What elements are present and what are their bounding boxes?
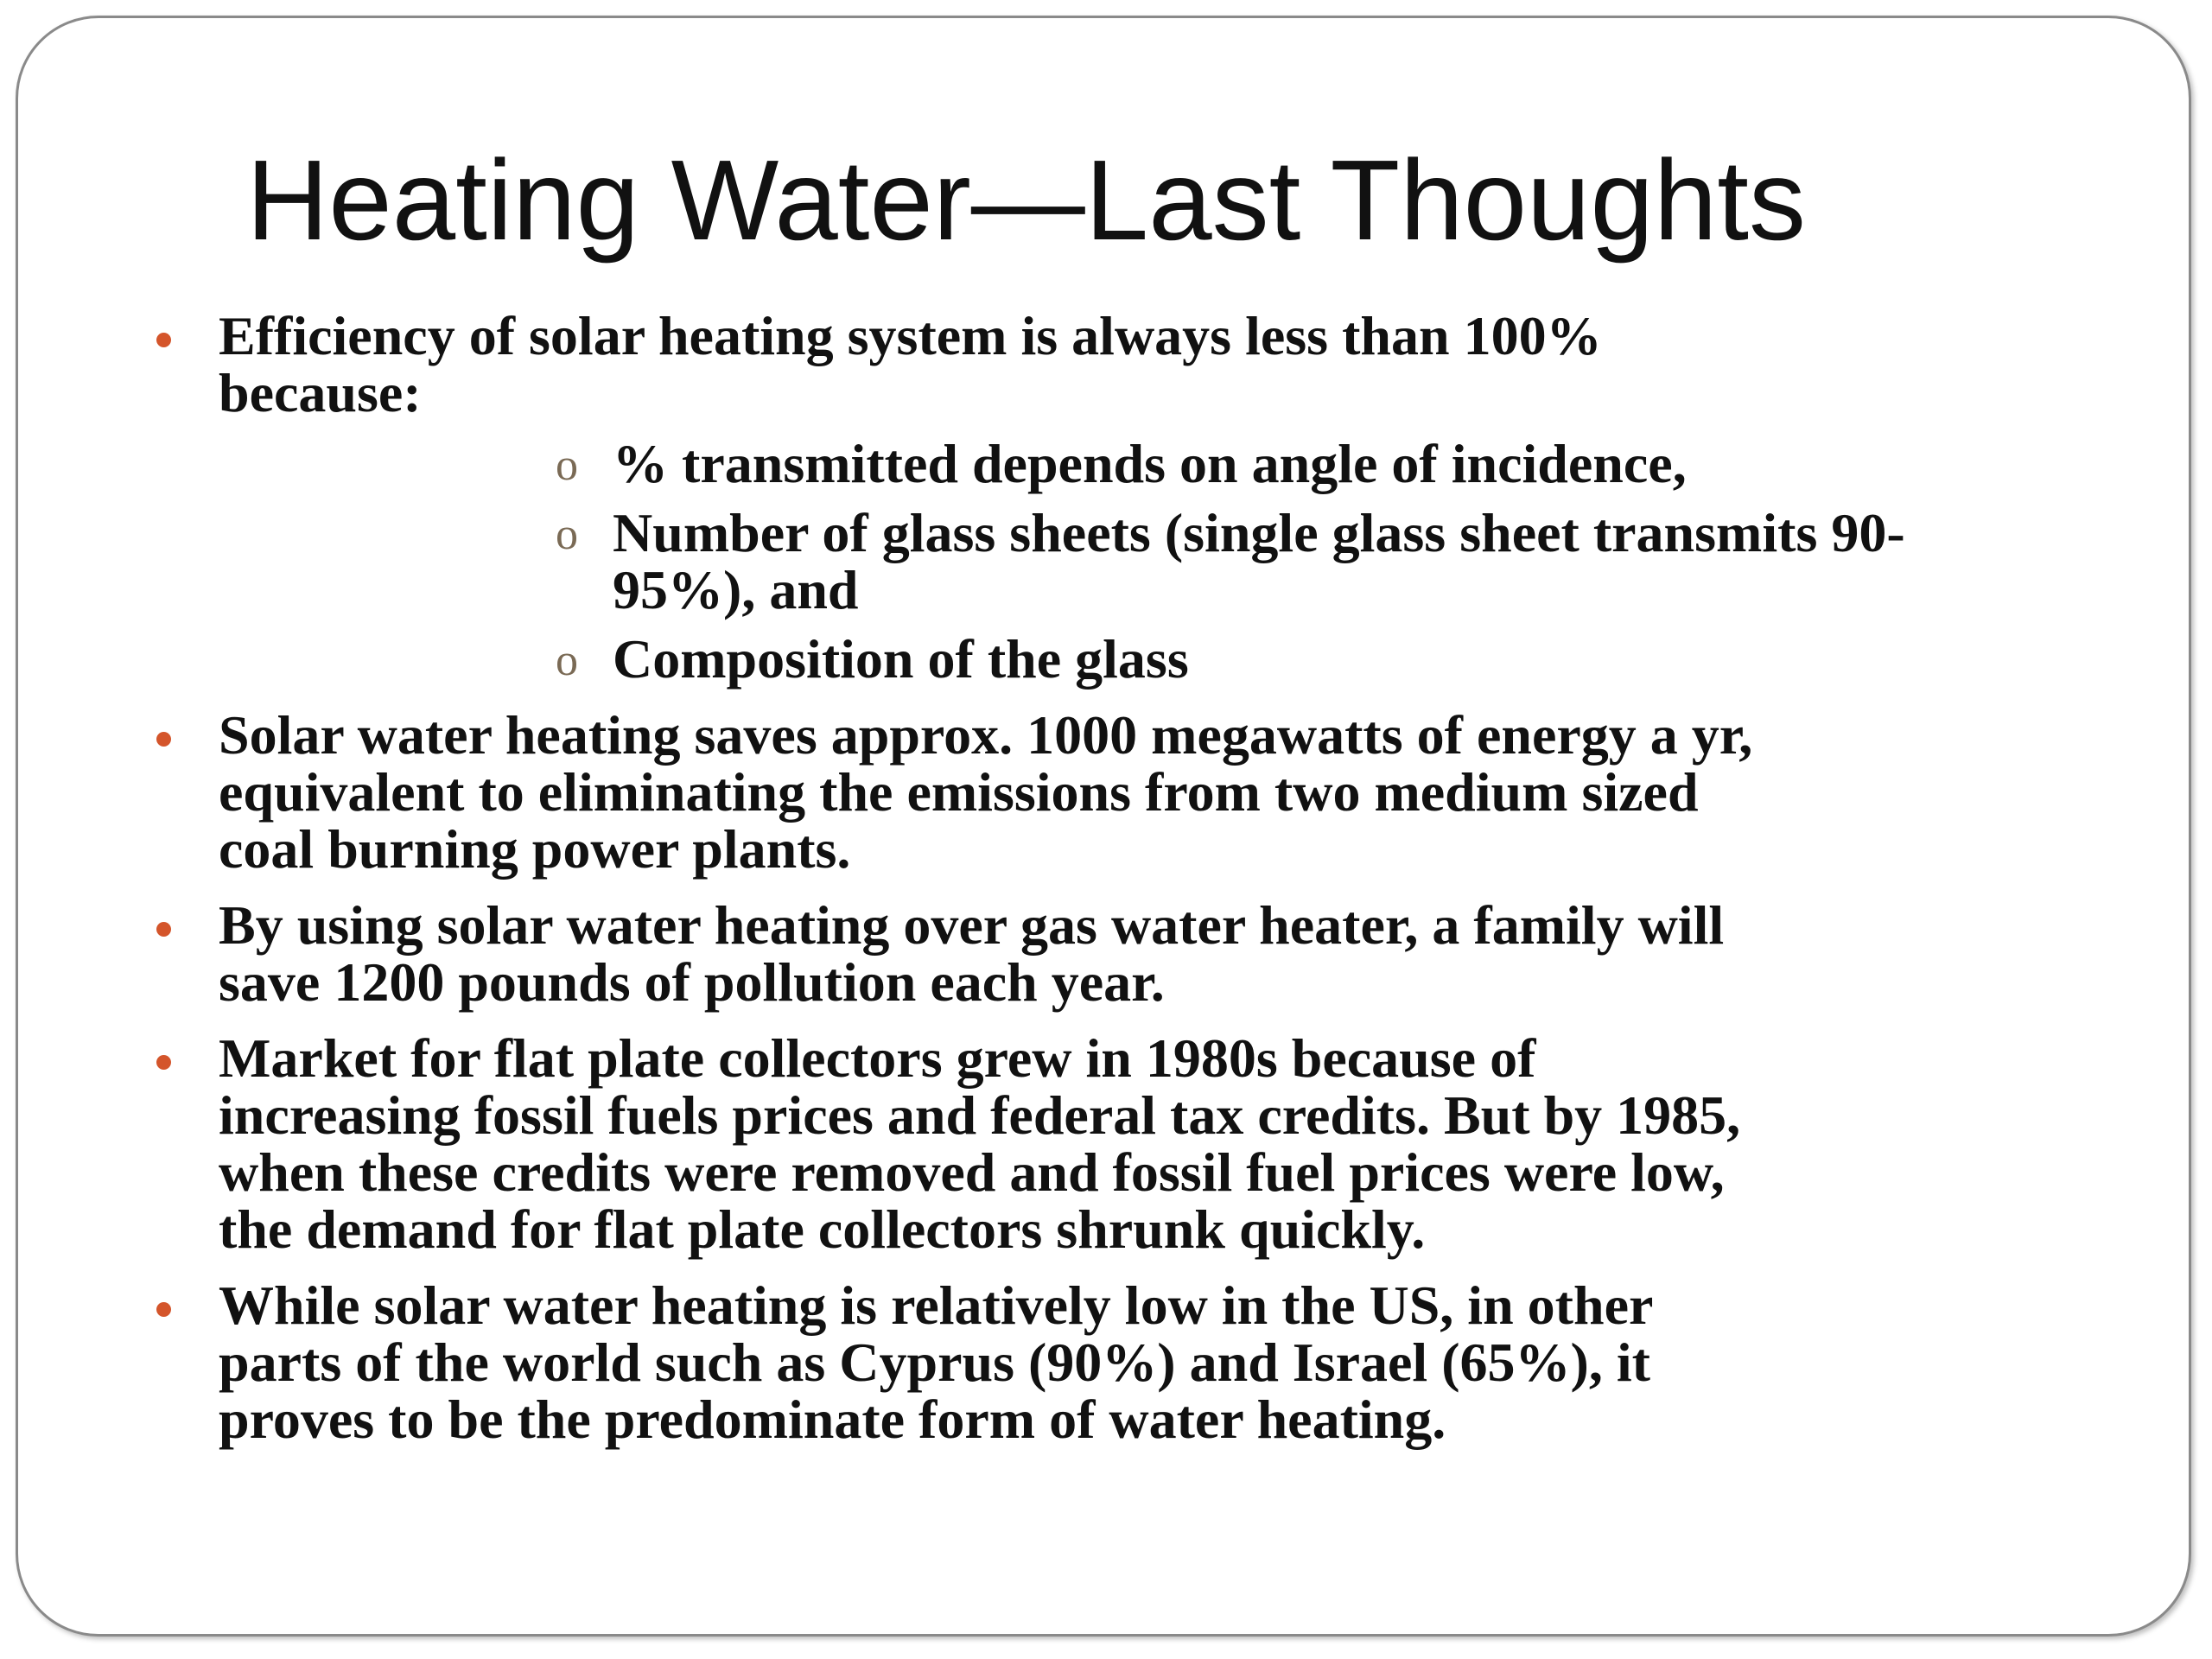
bullet-line: equivalent to eliminating the emissions from two medium sized xyxy=(219,761,1699,823)
sub-bullet-line: Number of glass sheets (single glass sheet transmits 90- xyxy=(613,502,1905,563)
bullet-dot-icon xyxy=(156,1302,171,1317)
bullet-line: While solar water heating is relatively low in the US, in other xyxy=(219,1274,1654,1336)
bullet-line: By using solar water heating over gas water heater, a family will xyxy=(219,894,1725,956)
slide-frame xyxy=(16,16,2191,1637)
bullet-line: the demand for flat plate collectors shrunk quickly. xyxy=(219,1198,1426,1260)
hollow-circle-marker-icon: o xyxy=(556,510,578,559)
sub-bullet-line: 95%), and xyxy=(613,559,859,620)
bullet-line: Market for flat plate collectors grew in 1980s because of xyxy=(219,1027,1536,1089)
bullet-dot-icon xyxy=(156,1055,171,1070)
slide-title: Heating Water—Last Thoughts xyxy=(246,137,1806,264)
bullet-line: Solar water heating saves approx. 1000 megawatts of energy a yr, xyxy=(219,704,1753,766)
bullet-dot-icon xyxy=(156,922,171,937)
bullet-line: proves to be the predominate form of water heating. xyxy=(219,1389,1446,1450)
bullet-item-market xyxy=(148,1027,2101,1260)
bullet-line: when these credits were removed and fossil fuel prices were low, xyxy=(219,1141,1725,1203)
bullet-line: Efficiency of solar heating system is always less than 100% xyxy=(219,305,1602,366)
bullet-line: coal burning power plants. xyxy=(219,818,851,880)
sub-bullet-line: Composition of the glass xyxy=(613,628,1189,690)
bullet-item-efficiency xyxy=(148,305,2101,690)
bullet-line: save 1200 pounds of pollution each year. xyxy=(219,951,1165,1013)
sub-bullet-list xyxy=(219,435,2101,688)
sub-bullet-line: % transmitted depends on angle of incidence, xyxy=(613,433,1687,494)
sub-bullet-item-glass-sheets xyxy=(556,502,2101,620)
hollow-circle-marker-icon: o xyxy=(556,441,578,490)
sub-bullet-item-composition xyxy=(556,628,2101,690)
bullet-list xyxy=(148,305,2101,1467)
bullet-item-family-pollution xyxy=(148,894,2101,1013)
bullet-dot-icon xyxy=(156,732,171,747)
bullet-item-energy-savings xyxy=(148,704,2101,880)
hollow-circle-marker-icon: o xyxy=(556,636,578,685)
bullet-item-world-usage xyxy=(148,1274,2101,1450)
sub-bullet-item-transmitted xyxy=(556,435,2101,493)
bullet-line: parts of the world such as Cyprus (90%) and Israel (65%), it xyxy=(219,1332,1650,1393)
bullet-line: because: xyxy=(219,362,422,423)
bullet-dot-icon xyxy=(156,333,171,347)
bullet-line: increasing fossil fuels prices and federal tax credits. But by 1985, xyxy=(219,1084,1741,1146)
